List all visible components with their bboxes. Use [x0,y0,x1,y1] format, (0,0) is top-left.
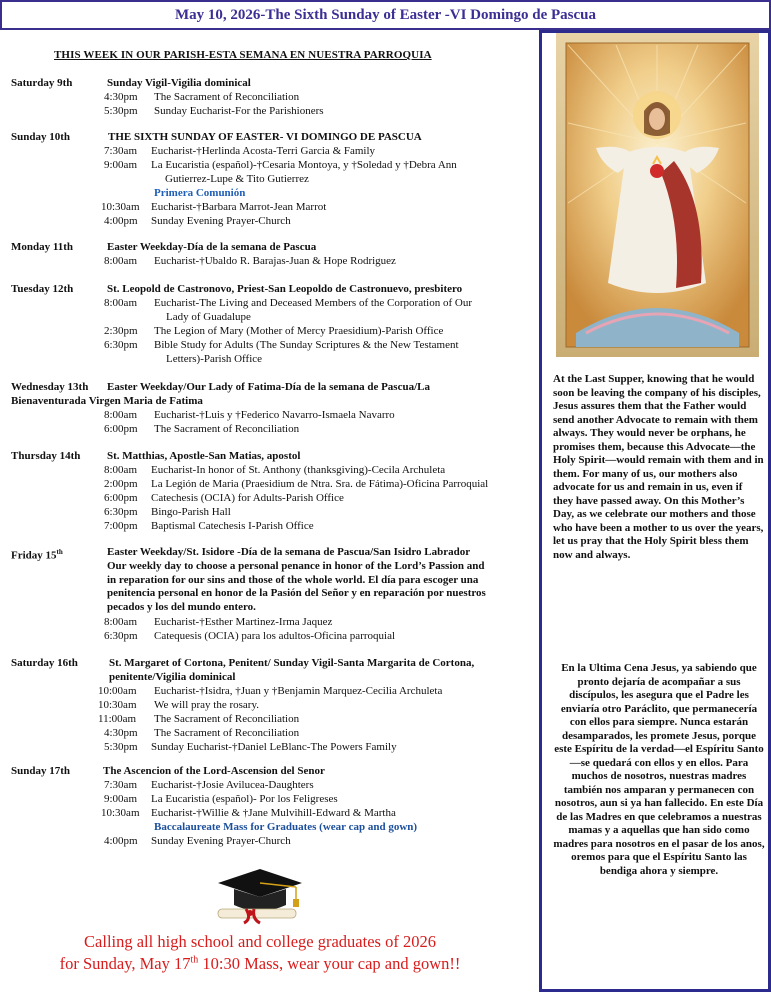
event-desc: Catechesis (OCIA) for Adults-Parish Office [151,492,344,504]
baccalaureate-note: Baccalaureate Mass for Graduates (wear cap and gown) [154,821,418,833]
event-time: 5:30pm [104,741,138,753]
day-label: Sunday 10th [11,131,71,143]
event-desc: Eucharist-In honor of St. Anthony (thanksgiving)-Cecila Archuleta [151,464,446,476]
day-label: Wednesday 13th [11,381,89,393]
parish-schedule [0,30,534,1000]
event-time: 4:00pm [104,835,138,847]
day-title: Easter Weekday-Día de la semana de Pascua [107,241,317,253]
event-desc: Bible Study for Adults (The Sunday Scriptures & the New Testament [154,339,459,351]
day-label: Thursday 14th [11,450,81,462]
event-desc: We will pray the rosary. [154,699,260,711]
event-desc: Sunday Evening Prayer-Church [151,215,291,227]
first-communion-note: Primera Comunión [154,187,246,199]
event-time: 11:00am [98,713,137,725]
event-desc: Eucharist-†Willie & †Jane Mulvihill-Edward & Martha [151,807,396,819]
event-desc: Bingo-Parish Hall [151,506,231,518]
event-desc: The Sacrament of Reconciliation [154,423,300,435]
event-desc: Eucharist-The Living and Deceased Members of the Corporation of Our [154,297,472,309]
day-label: Saturday 16th [11,657,78,669]
event-desc: Eucharist-†Barbara Marrot-Jean Marrot [151,201,327,213]
event-time: 6:30pm [104,506,138,518]
reflection-spanish: En la Ultima Cena Jesus, ya sabiendo que pronto dejaría de acompañar a sus discípulos, les asegura que el Padre les enviaría otro Paráclito, que permanecería con ellos para siempre. Nunca estarán desamparados, les promete Jesus, porque este Espíritu de la verdad—el Espíritu Santo—se quedará con ellos y en ellos. Para muchos de nosotros, nuestras madres también nos amparan y permanecen con nosotros, aun si ya han fallecido. En este Día de las Madres en que celebramos a nuestras mamas y a aquellas que han sido como madres para nosotros en el pasar de los anos, oremos para que el Espíritu Santo las bendiga ahora y siempre. [553,662,765,877]
event-desc: Eucharist-†Ubaldo R. Barajas-Juan & Hope Rodriguez [154,255,396,267]
event-desc: Eucharist-†Esther Martinez-Irma Jaquez [154,616,333,628]
event-desc: Catequesis (OCIA) para los adultos-Oficina parroquial [154,630,396,642]
callout-line-2 [0,953,520,975]
event-time: 4:30pm [104,91,138,103]
schedule-heading: THIS WEEK IN OUR PARISH-ESTA SEMANA EN NUESTRA PARROQUIA [54,49,432,61]
event-time: 8:00am [104,464,137,476]
penance-note [107,560,527,614]
event-time: 10:30am [98,699,137,711]
event-desc: Eucharist-†Isidra, †Juan y †Benjamin Marquez-Cecilia Archuleta [154,685,443,697]
event-time: 8:00am [104,409,137,421]
event-time: 10:30am [101,807,140,819]
event-desc: Sunday Eucharist-For the Parishioners [154,105,324,117]
event-time: 8:00am [104,616,137,628]
event-desc: Eucharist-†Josie Avilucea-Daughters [151,779,314,791]
event-time: 9:00am [104,793,137,805]
day-label-sup: th [56,548,63,556]
event-desc: Sunday Evening Prayer-Church [151,835,291,847]
event-desc-cont: Letters)-Parish Office [166,353,263,365]
day-title-cont: penitente/Vigilia dominical [109,671,236,683]
day-label [11,546,63,563]
event-time: 6:00pm [104,492,138,504]
event-time: 6:30pm [104,630,138,642]
event-time: 10:00am [98,685,137,697]
event-time: 7:30am [104,145,137,157]
callout-line-2-sup: th [190,954,199,966]
page-title: May 10, 2026-The Sixth Sunday of Easter -VI Domingo de Pascua [174,7,596,23]
event-desc: The Sacrament of Reconciliation [154,91,300,103]
penance-note-line: pecados y los del mundo entero. [107,600,256,613]
event-time: 4:30pm [104,727,138,739]
reflection-panel [539,30,771,992]
day-title: Easter Weekday/Our Lady of Fatima-Día de la semana de Pascua/La [107,381,430,393]
event-time: 8:00am [104,297,137,309]
event-time: 10:30am [101,201,140,213]
graduates-callout [0,931,520,975]
day-title: St. Leopold de Castronovo, Priest-San Leopoldo de Castronuevo, presbitero [107,283,463,295]
event-time: 8:00am [104,255,137,267]
day-title: St. Matthias, Apostle-San Matias, apostol [107,450,301,462]
day-label: Saturday 9th [11,77,73,89]
event-desc: Baptismal Catechesis I-Parish Office [151,520,314,532]
event-desc: The Legion of Mary (Mother of Mercy Praesidium)-Parish Office [154,325,444,337]
callout-line-1: Calling all high school and college graduates of 2026 [84,932,436,951]
event-desc: Eucharist-†Herlinda Acosta-Terri Garcia & Family [151,145,376,157]
penance-note-line: in reparation for our sins and those of the whole world. El día para escoger una [107,573,479,586]
event-desc: Eucharist-†Luis y †Federico Navarro-Ismaela Navarro [154,409,395,421]
event-desc: The Sacrament of Reconciliation [154,727,300,739]
event-time: 4:00pm [104,215,138,227]
day-title: St. Margaret of Cortona, Penitent/ Sunday Vigil-Santa Margarita de Cortona, [109,657,475,669]
day-title: THE SIXTH SUNDAY OF EASTER- VI DOMINGO DE PASCUA [108,131,422,143]
event-time: 6:00pm [104,423,138,435]
event-desc: La Eucaristia (español)- Por los Feligreses [151,793,338,805]
event-desc-cont: Gutierrez-Lupe & Tito Gutierrez [165,173,309,185]
reflection-english: At the Last Supper, knowing that he would soon be leaving the company of his disciples, Jesus assures them that the Father would send another Advocate to remain with them always. They would never be orphans, he promises them, because this Advocate—the Holy Spirit—would remain with them and in them. For many of us, our mothers also advocate for us and remain in us, even if they have passed away. On this Mother’s Day, as we celebrate our mothers and those who have been a mother to us over the years, let us pray that the Holy Spirit bless them now and always. [553,373,764,561]
day-label: Monday 11th [11,241,74,253]
event-desc: La Legión de Maria (Praesidium de Ntra. Sra. de Fátima)-Oficina Parroquial [151,478,489,490]
callout-line-2-b: 10:30 Mass, wear your cap and gown!! [198,954,461,973]
event-desc-cont: Lady of Guadalupe [166,311,251,323]
day-label: Tuesday 12th [11,283,74,295]
graduation-cap-diploma-icon [210,865,310,925]
event-time: 9:00am [104,159,137,171]
event-time: 6:30pm [104,339,138,351]
day-title: Easter Weekday/St. Isidore -Día de la semana de Pascua/San Isidro Labrador [107,546,471,558]
penance-note-line: penitencia personal en honor de la Pasión del Señor y en reparación por nuestros [107,587,486,599]
day-title: Sunday Vigil-Vigilia dominical [107,77,251,89]
sacred-heart-painting [556,33,759,357]
event-desc: The Sacrament of Reconciliation [154,713,300,725]
event-desc: La Eucaristia (español)-†Cesaria Montoya, y †Soledad y †Debra Ann [151,159,457,171]
event-time: 2:30pm [104,325,138,337]
day-title-cont: Bienaventurada Virgen Maria de Fatima [11,395,203,407]
event-time: 7:00pm [104,520,138,532]
event-time: 5:30pm [104,105,138,117]
event-time: 7:30am [104,779,137,791]
day-label: Sunday 17th [11,765,71,777]
day-title: The Ascencion of the Lord-Ascension del Senor [103,765,325,777]
callout-line-2-a: for Sunday, May 17 [59,954,191,973]
day-label-text: Friday 15 [11,549,57,562]
page-header [0,0,771,30]
penance-note-line: Our weekly day to choose a personal penance in honor of the Lord’s Passion and [107,560,485,572]
event-desc: Sunday Eucharist-†Daniel LeBlanc-The Powers Family [151,741,397,753]
event-time: 2:00pm [104,478,138,490]
